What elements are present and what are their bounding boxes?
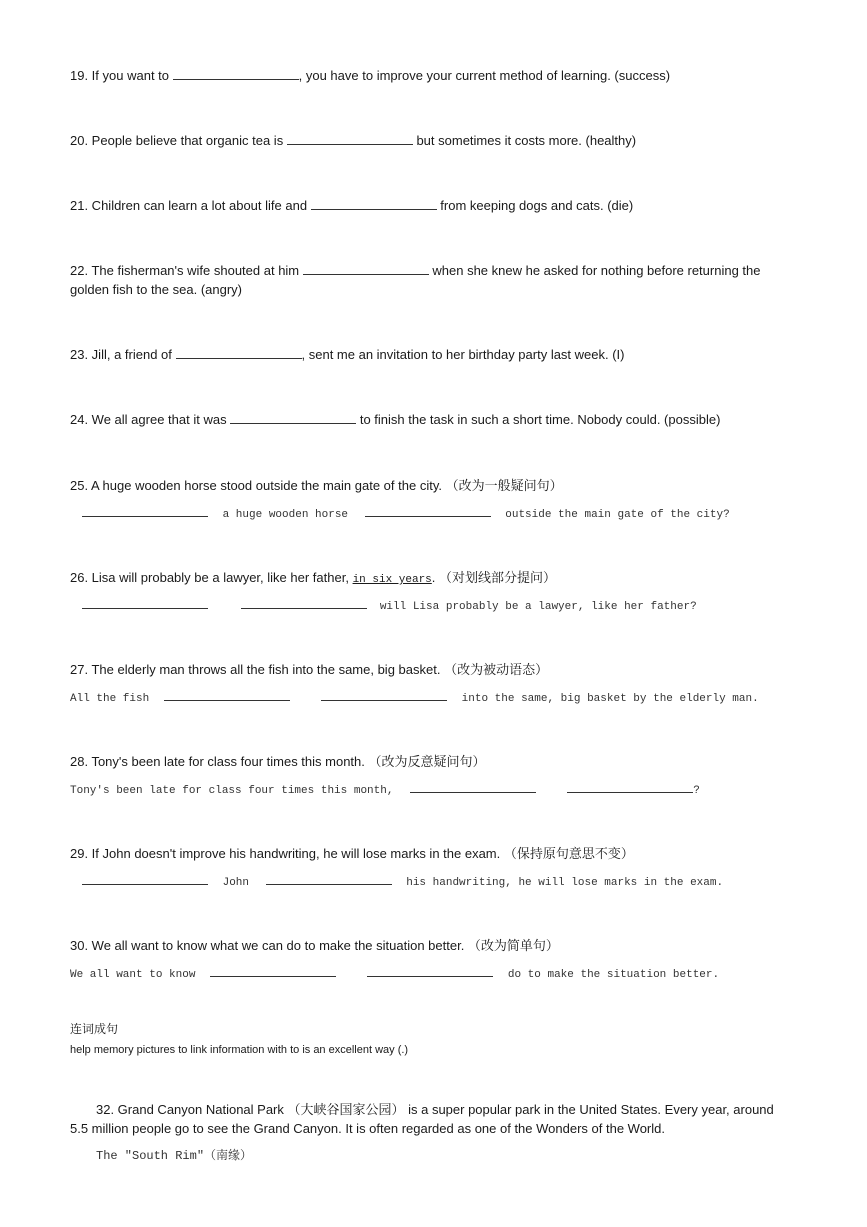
answer-blank[interactable] xyxy=(173,68,299,80)
answer-fixed-text: his handwriting, he will lose marks in the exam. xyxy=(406,877,724,889)
question-22-text-before: 22. The fisherman's wife shouted at him xyxy=(70,263,300,278)
question-21 xyxy=(70,196,633,215)
question-32-line-1: 32. Grand Canyon National Park （大峡谷国家公园） is a super popular park in the United States. Every year, around xyxy=(96,1102,774,1117)
section-title: 连词成句 xyxy=(70,1022,119,1036)
question-23-text-after: , sent me an invitation to her birthday party last week. (I) xyxy=(301,347,625,362)
answer-blank[interactable] xyxy=(303,263,429,275)
answer-blank[interactable] xyxy=(367,965,493,977)
answer-fixed-text: outside the main gate of the city? xyxy=(505,509,730,521)
question-28: 28. Tony's been late for class four times this month. （改为反意疑问句） xyxy=(70,754,486,769)
answer-blank[interactable] xyxy=(164,689,290,701)
question-27: 27. The elderly man throws all the fish into the same, big basket. （改为被动语态） xyxy=(70,662,549,677)
question-26 xyxy=(70,568,556,590)
question-30-answer-line xyxy=(70,965,719,983)
question-22-line-2: golden fish to the sea. (angry) xyxy=(70,282,242,297)
question-25: 25. A huge wooden horse stood outside the main gate of the city. （改为一般疑问句） xyxy=(70,478,563,493)
answer-fixed-text: We all want to know xyxy=(70,969,196,981)
answer-blank[interactable] xyxy=(311,198,437,210)
question-20-text-before: 20. People believe that organic tea is xyxy=(70,133,284,148)
answer-fixed-text: into the same, big basket by the elderly man. xyxy=(461,693,759,705)
answer-fixed-text: will Lisa probably be a lawyer, like her father? xyxy=(379,601,697,613)
answer-fixed-text: ? xyxy=(693,785,700,797)
question-32-subtitle: The "South Rim"（南缘） xyxy=(96,1149,253,1163)
answer-blank[interactable] xyxy=(82,505,208,517)
question-19 xyxy=(70,66,670,85)
question-20 xyxy=(70,131,636,150)
answer-blank[interactable] xyxy=(230,412,356,424)
question-24 xyxy=(70,410,720,429)
question-29: 29. If John doesn't improve his handwriting, he will lose marks in the exam. （保持原句意思不变） xyxy=(70,846,634,861)
question-21-text-before: 21. Children can learn a lot about life and xyxy=(70,198,308,213)
question-32-line-2: 5.5 million people go to see the Grand Canyon. It is often regarded as one of the Wonders of the World. xyxy=(70,1121,665,1136)
answer-fixed-text: John xyxy=(222,877,250,889)
answer-blank[interactable] xyxy=(176,347,302,359)
question-22 xyxy=(70,261,761,280)
question-19-text-before: 19. If you want to xyxy=(70,68,170,83)
question-23 xyxy=(70,345,625,364)
answer-blank[interactable] xyxy=(210,965,336,977)
question-29-answer-line xyxy=(82,873,723,891)
question-25-answer-line xyxy=(82,505,730,523)
question-26-text-after: . （对划线部分提问） xyxy=(431,570,557,585)
question-26-text-before: 26. Lisa will probably be a lawyer, like her father, xyxy=(70,570,349,585)
answer-blank[interactable] xyxy=(287,133,413,145)
answer-blank[interactable] xyxy=(365,505,491,517)
answer-blank[interactable] xyxy=(321,689,447,701)
question-21-text-after: from keeping dogs and cats. (die) xyxy=(440,198,634,213)
underlined-phrase: in six years xyxy=(352,574,432,586)
question-24-text-after: to finish the task in such a short time. Nobody could. (possible) xyxy=(359,412,721,427)
answer-blank[interactable] xyxy=(266,873,392,885)
answer-blank[interactable] xyxy=(82,873,208,885)
question-19-text-after: , you have to improve your current method of learning. (success) xyxy=(298,68,671,83)
question-28-answer-line xyxy=(70,781,700,799)
question-30: 30. We all want to know what we can do to make the situation better. （改为简单句） xyxy=(70,938,559,953)
question-27-answer-line xyxy=(70,689,759,707)
answer-blank[interactable] xyxy=(567,781,693,793)
question-20-text-after: but sometimes it costs more. (healthy) xyxy=(416,133,637,148)
word-order-prompt: help memory pictures to link information with to is an excellent way (.) xyxy=(70,1044,409,1056)
answer-fixed-text: do to make the situation better. xyxy=(507,969,720,981)
question-24-text-before: 24. We all agree that it was xyxy=(70,412,227,427)
answer-fixed-text: a huge wooden horse xyxy=(222,509,349,521)
question-23-text-before: 23. Jill, a friend of xyxy=(70,347,172,362)
question-22-text-after: when she knew he asked for nothing before returning the xyxy=(432,263,761,278)
answer-blank[interactable] xyxy=(410,781,536,793)
answer-fixed-text: All the fish xyxy=(70,693,150,705)
question-26-answer-line xyxy=(82,597,697,615)
answer-blank[interactable] xyxy=(241,597,367,609)
answer-blank[interactable] xyxy=(82,597,208,609)
answer-fixed-text: Tony's been late for class four times this month, xyxy=(70,785,394,797)
